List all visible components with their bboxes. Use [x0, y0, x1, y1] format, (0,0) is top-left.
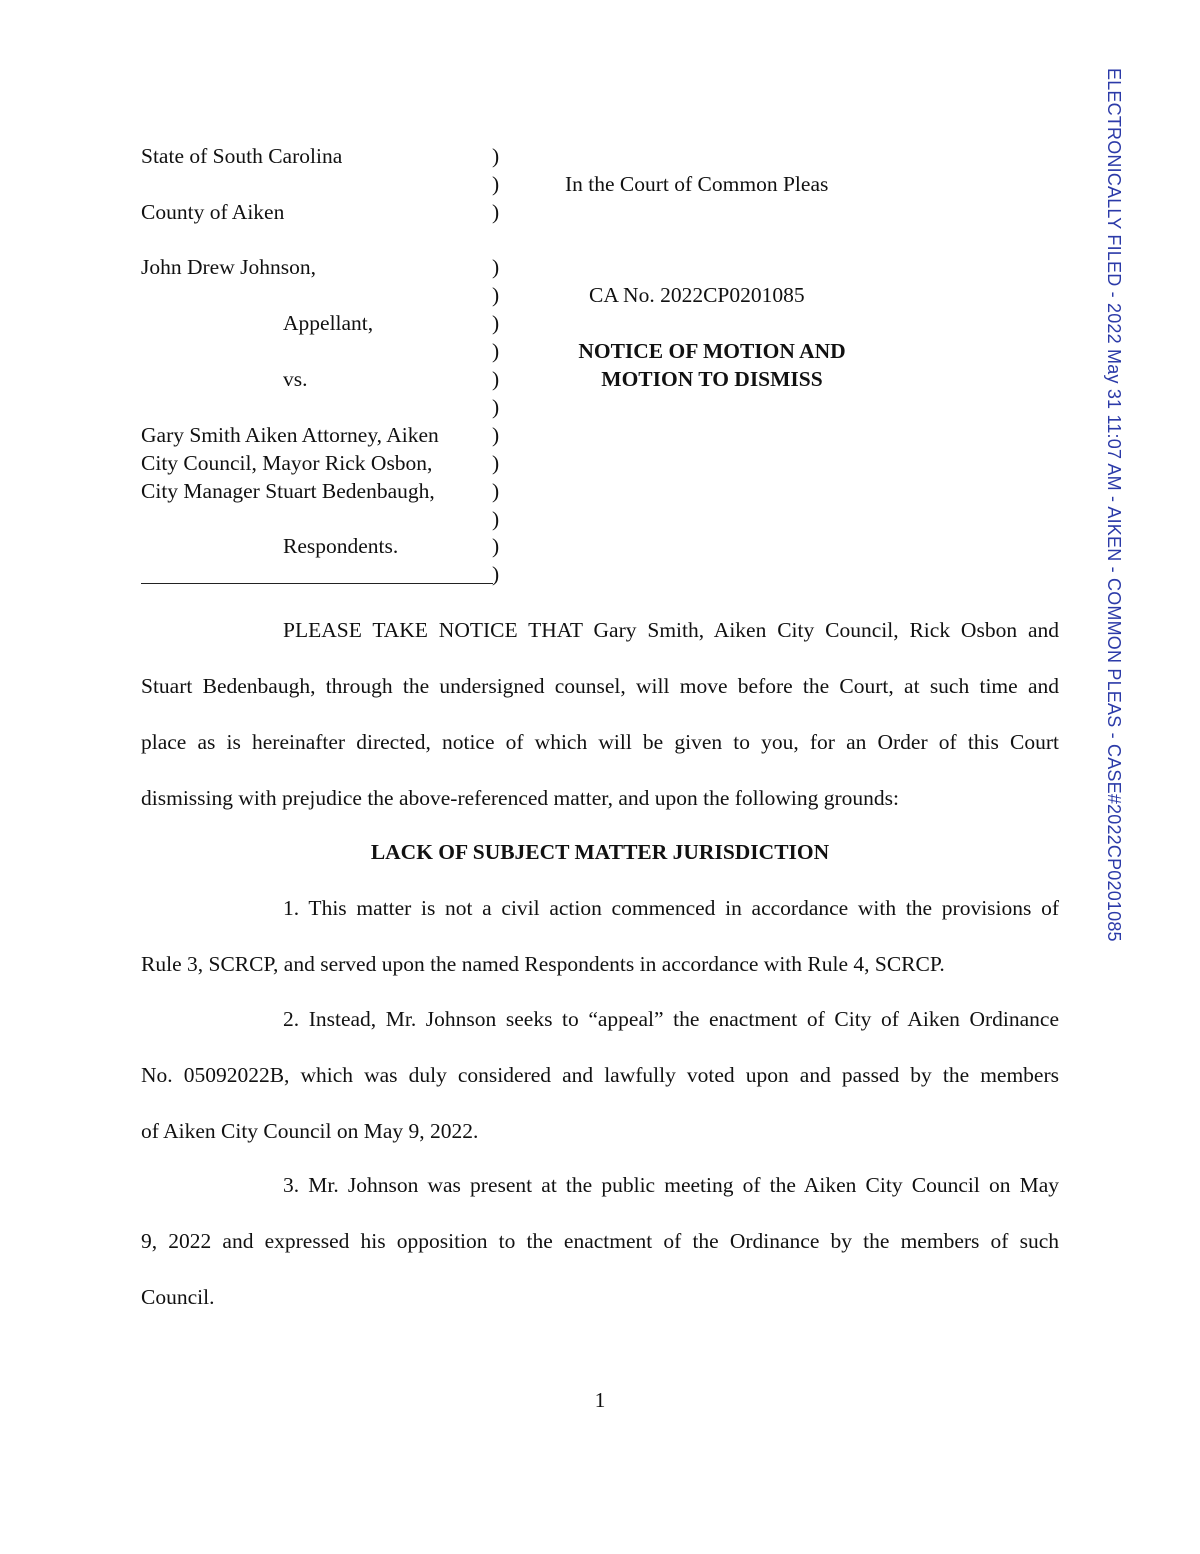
caption-paren: ): [492, 200, 500, 224]
caption-paren: ): [492, 283, 500, 307]
item-2: [141, 991, 1059, 1159]
caption-respondents-role: Respondents.: [283, 534, 399, 558]
paragraph-line: PLEASE TAKE NOTICE THAT Gary Smith, Aiken City Council, Rick Osbon and: [283, 618, 1059, 642]
caption-respondents-line2: City Council, Mayor Rick Osbon,: [141, 451, 433, 475]
efiling-stamp: ELECTRONICALLY FILED - 2022 May 31 11:07 AM - AIKEN - COMMON PLEAS - CASE#2022CP0201085: [1104, 68, 1124, 942]
caption-county: County of Aiken: [141, 200, 285, 224]
caption-paren: ): [492, 367, 500, 391]
caption-underline: [141, 583, 493, 584]
paragraph-line: No. 05092022B, which was duly considered and lawfully voted upon and passed by the members: [141, 1063, 1059, 1087]
caption-paren: ): [492, 562, 500, 586]
notice-paragraph: [141, 602, 1059, 826]
paragraph-line: Stuart Bedenbaugh, through the undersigned counsel, will move before the Court, at such time and: [141, 674, 1059, 698]
motion-title-line1: NOTICE OF MOTION AND: [578, 339, 846, 363]
paragraph-line: Council.: [141, 1285, 215, 1309]
paragraph-line: 2. Instead, Mr. Johnson seeks to “appeal” the enactment of City of Aiken Ordinance: [283, 1007, 1059, 1031]
section-heading: LACK OF SUBJECT MATTER JURISDICTION: [370, 840, 830, 864]
caption-respondents-line1: Gary Smith Aiken Attorney, Aiken: [141, 423, 439, 447]
paragraph-line: 1. This matter is not a civil action commenced in accordance with the provisions of: [283, 896, 1059, 920]
caption-paren: ): [492, 534, 500, 558]
item-1: [141, 880, 1059, 992]
paragraph-line: of Aiken City Council on May 9, 2022.: [141, 1119, 479, 1143]
caption-respondents-line3: City Manager Stuart Bedenbaugh,: [141, 479, 435, 503]
item-3: [141, 1157, 1059, 1325]
paragraph-line: place as is hereinafter directed, notice of which will be given to you, for an Order of this Court: [141, 730, 1059, 754]
paragraph-line: 3. Mr. Johnson was present at the public meeting of the Aiken City Council on May: [283, 1173, 1059, 1197]
caption-paren: ): [492, 339, 500, 363]
motion-title-line2: MOTION TO DISMISS: [601, 367, 823, 391]
caption-paren: ): [492, 507, 500, 531]
caption-paren: ): [492, 311, 500, 335]
caption-state: State of South Carolina: [141, 144, 343, 168]
caption-vs: vs.: [283, 367, 308, 391]
caption-appellant-role: Appellant,: [283, 311, 374, 335]
caption-appellant-name: John Drew Johnson,: [141, 255, 316, 279]
page-number: 1: [594, 1388, 606, 1412]
caption-paren: ): [492, 451, 500, 475]
paragraph-line: Rule 3, SCRCP, and served upon the named Respondents in accordance with Rule 4, SCRCP.: [141, 952, 945, 976]
paragraph-line: 9, 2022 and expressed his opposition to the enactment of the Ordinance by the members of such: [141, 1229, 1059, 1253]
caption-paren: ): [492, 395, 500, 419]
case-number: CA No. 2022CP0201085: [589, 283, 805, 307]
caption-court: In the Court of Common Pleas: [565, 172, 829, 196]
caption-paren: ): [492, 172, 500, 196]
caption-paren: ): [492, 423, 500, 447]
caption-paren: ): [492, 479, 500, 503]
caption-paren: ): [492, 144, 500, 168]
caption-paren: ): [492, 255, 500, 279]
paragraph-line: dismissing with prejudice the above-referenced matter, and upon the following grounds:: [141, 786, 900, 810]
